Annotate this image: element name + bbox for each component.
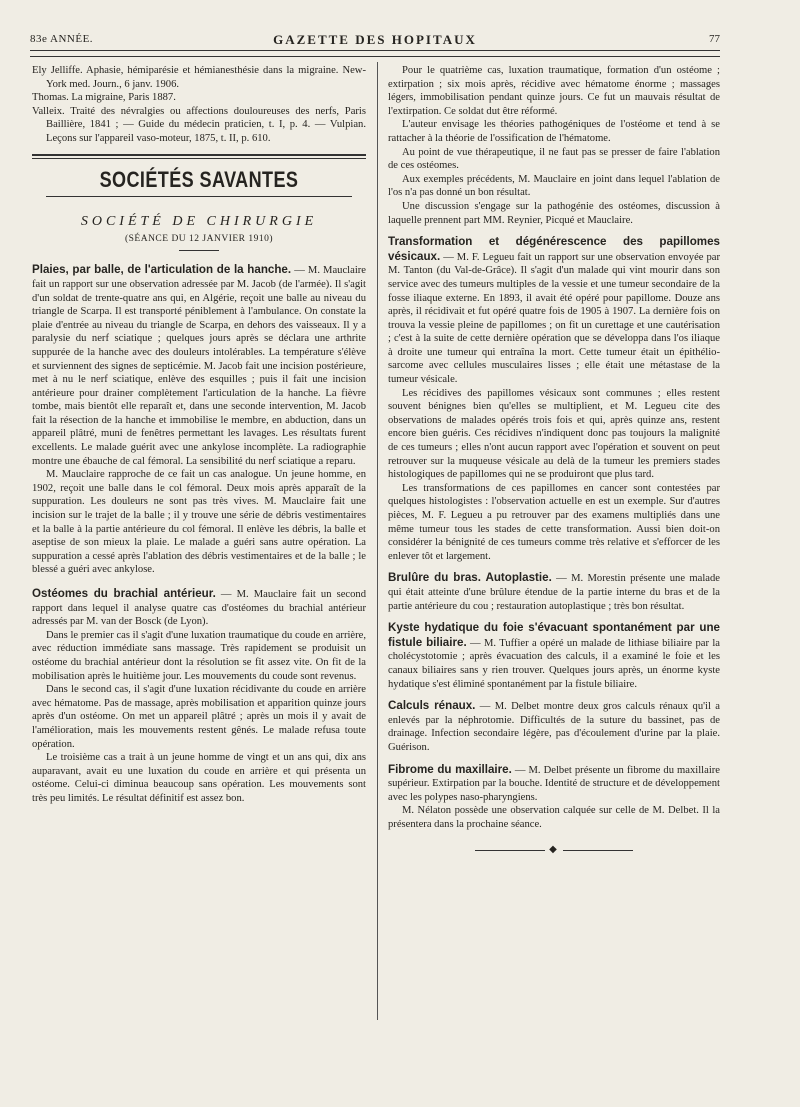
session-date: (SÉANCE DU 12 JANVIER 1910) [124, 233, 274, 244]
society-heading: SOCIÉTÉ DE CHIRURGIE [80, 214, 318, 230]
article-paragraph: M. Nélaton possède une observation calquée sur celle de M. Delbet. Il la présentera dans la prochaine séance. [388, 805, 720, 830]
article-paragraph: Pour le quatrième cas, luxation traumatique, formation d'un ostéome ; extirpation ; six mois après, récidive avec hématome énorme ; massages légers, immobilisation pendant quinze jours. Ce fut un mauvais résultat de l'extirpation. Ce soldat dut être réformé. [388, 65, 720, 117]
article-title: Fibrome du maxillaire. [388, 762, 512, 776]
article-brachial-osteomas [32, 587, 366, 806]
short-rule [179, 250, 219, 251]
left-column [32, 64, 366, 814]
article-paragraph: Le troisième cas a trait à un jeune homme de vingt et un ans qui, dix ans auparavant, avait eu une luxation du coude en arrière et qui présenta un ostéome. Celui-ci diminua beaucoup sans opération. Les mouvements sont très peu limités. Le résultat définitif est assez bon. [32, 752, 366, 804]
article-title: Plaies, par balle, de l'articulation de la hanche. [32, 263, 292, 277]
right-column [388, 64, 720, 857]
column-divider [377, 62, 378, 1020]
article-paragraph: Les transformations de ces papillomes en cancer sont contestées par quelques histologistes : l'observation actuelle en est un exemple. Sur d'autres pièces, M. F. Legueu a pu retrouver par des examens multipliés dans une même tumeur tous les stades de cette transformation. Aussi bien doit-on considérer la bénignité de ces tumeurs comme très relative et s'efforcer de les enlever tôt et largement. [388, 482, 720, 562]
article-text: — M. Morestin présente une malade qui était atteinte d'une brûlure étendue de la partie interne du bras et de la partie antérieure du cou ; restauration autoplastique ; très bon résultat. [388, 573, 720, 612]
article-title: Calculs rénaux. [388, 699, 476, 713]
article-paragraph: Dans le second cas, il s'agit d'une luxation récidivante du coude en arrière avec hématome. Pas de massage, après mobilisation et apparition quinze jours après d'un ostéome. On met un appareil plâtré ; après un mois il y avait de l'amélioration, mais les mouvements restent gênés. Le malade refusa toute opération. [32, 684, 366, 750]
header-rule-lower [30, 56, 720, 57]
article-title: Kyste hydatique du foie s'évacuant spontanément par une fistule biliaire. [388, 621, 720, 649]
article-hip-wound [32, 263, 366, 577]
article-first-paragraph [388, 571, 720, 613]
section-rule [32, 154, 366, 159]
volume-label: 83e ANNÉE. [30, 33, 94, 45]
article-text: — M. Delbet présente un fibrome du maxillaire supérieur. Extirpation par la bouche. Identité de structure et de développement avec les polypes naso-pharyngiens. [388, 764, 720, 803]
article-first-paragraph [388, 763, 720, 805]
article-paragraph: Au point de vue thérapeutique, il ne faut pas se presser de faire l'ablation de ces ostéomes. [388, 146, 720, 172]
header-rule [30, 50, 720, 51]
page-header [30, 30, 720, 50]
article-first-paragraph [388, 235, 720, 387]
article-paragraph: Une discussion s'engage sur la pathogénie des ostéomes, discussion à laquelle prennent part MM. Reynier, Picqué et Mauclaire. [388, 200, 720, 226]
article-title: Ostéomes du brachial antérieur. [32, 587, 216, 600]
article-text: — M. F. Legueu fait un rapport sur une observation envoyée par M. Tanton (du Val-de-Grâce). Il s'agit d'un malade qui vint mourir dans son service avec des tumeurs multiples de la vessie et une tumeur secondaire de la fosse iliaque externe. En 1893, il avait été opéré pour papillome. Douze ans après, il récidivait et fut opéré quatre fois de 1905 à 1907. La dernière fois on trouva la vessie pleine de papillomes ; on fit un curettage et une cautérisation ; c'est à la suite de cette dernière opération que se développa dans l'os iliaque à droite une tumeur qui entraîna la mort. Cette tumeur était un épithélio-sarcome avec cellules musculaires lisses ; elle était une métastase de la tumeur vésicale. [388, 251, 720, 386]
end-ornament: ◆ [388, 843, 720, 857]
reference-item: Valleix. Traité des névralgies ou affections douloureuses des nerfs, Paris Baillière, 1841 ; — Guide du médecin praticien, t. I, p. 4. — Vulpian. Leçons sur l'appareil vaso-moteur, 1875, t. II, p. 610. [32, 105, 366, 144]
section-title: SOCIÉTÉS SAVANTES [99, 166, 299, 192]
article-maxillary-fibroma [388, 763, 720, 832]
article-arm-burn [388, 571, 720, 613]
article-paragraph: Aux exemples précédents, M. Mauclaire en joint dans lequel l'ablation de l'os n'a pas donné un bon résultat. [388, 173, 720, 199]
reference-item: Ely Jelliffe. Aphasie, hémiparésie et hémianesthésie dans la migraine. New-York med. Journ., 6 janv. 1906. [32, 65, 366, 90]
article-continuation [388, 64, 720, 227]
article-title: Transformation et dégénérescence des papillomes vésicaux. [388, 235, 720, 263]
article-paragraph: M. Mauclaire rapproche de ce fait un cas analogue. Un jeune homme, en 1902, reçoit une balle dans le col fémoral. Deux mois après apparaît de la suppuration. Les douleurs ne sont pas très vives. M. Mauclaire fait une incision sur le trajet de la balle ; il y trouve une série de débris vestimentaires et la balle à la partie antérieure du col fémoral. Il enlève les débris, la balle et aseptise de son mieux la plaie. Le malade a guéri sans autre opération. La suppuration a cessé après l'ablation des débris vestimentaires et de la balle ; le blessé a guéri avec ankylose. [32, 469, 366, 576]
references [32, 64, 366, 146]
article-paragraph: L'auteur envisage les théories pathogéniques de l'ostéome et tend à se rattacher à la théorie de l'ossification de l'hématome. [388, 119, 720, 144]
article-bladder-papillomas [388, 235, 720, 563]
article-first-paragraph [32, 587, 366, 629]
article-kidney-stones [388, 699, 720, 754]
article-hydatid-cyst [388, 621, 720, 691]
article-paragraph: Les récidives des papillomes vésicaux sont communes ; elles restent souvent bénignes bien qu'elles se multiplient, et M. Legueu cite des observations de malades opérés trois fois et qui, après quinze ans, restent encore bien guéris. Ces récidives n'indiquent donc pas toujours la malignité de ces tumeurs ; elles n'ont aucun rapport avec l'opération et souvent on peut retrouver sur la muqueuse vésicale au delà de la tumeur les premiers stades histologiques de papillomes qui ne se produiront que plus tard. [388, 387, 720, 481]
article-title: Brulûre du bras. Autoplastie. [388, 571, 552, 585]
article-first-paragraph [388, 699, 720, 754]
article-first-paragraph [32, 263, 366, 468]
journal-title: GAZETTE DES HOPITAUX [273, 32, 477, 47]
article-text: — M. Delbet montre deux gros calculs rénaux qu'il a enlevés par la néphrotomie. Difficultés de la suture du bassinet, pas de drainage. Infection secondaire légère, pas d'écoulement d'urine par la plaie. Guérison. [388, 701, 720, 753]
section-title-rule [46, 196, 352, 197]
article-first-paragraph [388, 621, 720, 691]
article-text: — M. Tuffier a opéré un malade de lithiase biliaire par la cholécystotomie ; après évacuation des calculs, il a examiné le foie et les canaux biliaires sans y rien trouver. Quelques jours après, un énorme kyste hydatique s'est éliminé spontanément par la fistule biliaire. [388, 637, 720, 690]
article-paragraph: Dans le premier cas il s'agit d'une luxation traumatique du coude en arrière, avec réduction immédiate sans massage. Très rapidement se produisit un ostéome du brachial antérieur dont la résolution se fit assez vite. On fit de la mobilisation après le huitième jour. Les mouvements du coude sont revenus. [32, 629, 366, 682]
article-text: — M. Mauclaire fait un second rapport dans lequel il analyse quatre cas d'ostéomes du brachial antérieur adressés par M. van der Bosck (de Lyon). [32, 589, 366, 628]
page-number: 77 [709, 33, 720, 45]
article-text: — M. Mauclaire fait un rapport sur une observation adressée par M. Jacob (de l'armée). Il s'agit d'un soldat de trente-quatre ans qui, en Algérie, reçoit une balle au niveau du triangle de Scarpa. Il est transporté péniblement à l'ambulance. On constate la plaie d'entrée au niveau du triangle de Scarpa, en dehors des vaisseaux. Il y a paralysie du nerf sciatique ; quelques jours après se déclara une arthrite suppurée de la hanche avec des douleurs intolérables. La température s'élève et surviennent des signes de septicémie. M. Jacob fait une incision postérieure, met à nu le nerf sciatique, enlève des esquilles ; puis il fait une incision antérieure pour drainer complètement l'articulation de la hanche. La fièvre tombe, mais bientôt elle reparaît et, dans une seconde intervention, M. Jacob fait la résection de la hanche et immobilise le membre, en abduction, dans un appareil plâtré, muni de fenêtres permettant les lavages. Les résultats furent excellents. Le malade guérit avec une ankylose incomplète. La radiographie montre une ébauche de cal fémoral. La sensibilité du nerf sciatique a reparu. [32, 265, 366, 467]
reference-item: Thomas. La migraine, Paris 1887. [32, 92, 176, 104]
